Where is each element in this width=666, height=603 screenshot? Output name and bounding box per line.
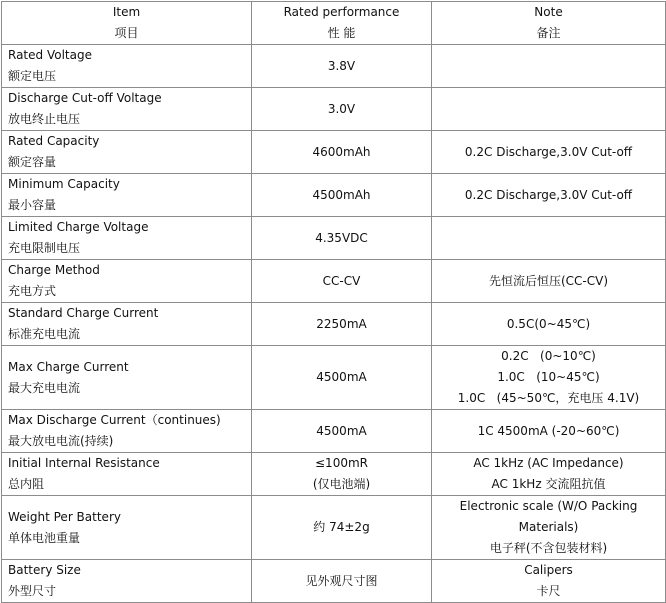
rated-cell [252, 217, 432, 260]
item-name-cn: 额定电压 [8, 69, 57, 83]
item-name-cn: 放电终止电压 [8, 112, 81, 126]
note-text: 电子秤(不含包装材料) [489, 541, 608, 555]
rated-cell [252, 496, 432, 560]
note-cell [432, 560, 666, 603]
item-name-cn: 最大充电电流 [8, 380, 81, 395]
note-text: 卡尺 [536, 584, 561, 598]
note-text: Electronic scale (W/O Packing [459, 499, 638, 513]
item-cell [2, 346, 252, 410]
rated-cell [252, 303, 432, 346]
note-cell [432, 453, 666, 496]
rated-value: 约 74±2g [313, 520, 370, 534]
header-item-cell [2, 2, 252, 45]
note-text: 1.0C (45~50℃，充电压 4.1V) [457, 391, 640, 405]
item-cell [2, 174, 252, 217]
item-cell [2, 560, 252, 603]
table-row [2, 410, 666, 453]
rated-cell [252, 453, 432, 496]
note-cell [432, 131, 666, 174]
rated-value: (仅电池端) [312, 477, 371, 491]
item-cell [2, 260, 252, 303]
item-cell [2, 303, 252, 346]
note-text: 1.0C (10~45℃) [497, 370, 600, 384]
rated-cell [252, 88, 432, 131]
table-row [2, 260, 666, 303]
header-note-cn: 备注 [536, 26, 561, 40]
item-cell [2, 88, 252, 131]
table-row [2, 217, 666, 260]
item-name-cn: 外型尺寸 [8, 584, 57, 598]
rated-value: 4500mA [316, 423, 367, 438]
note-text: 0.2C Discharge,3.0V Cut-off [464, 144, 633, 159]
note-text: 先恒流后恒压(CC-CV) [488, 273, 609, 288]
note-cell [432, 410, 666, 453]
header-note-en: Note [534, 5, 563, 19]
table-row [2, 131, 666, 174]
item-name-en: Weight Per Battery [8, 509, 121, 524]
rated-value: 4600mAh [312, 144, 371, 159]
table-row [2, 174, 666, 217]
rated-value: ≤100mR [315, 456, 368, 470]
note-cell [432, 303, 666, 346]
note-text: 1C 4500mA (-20~60℃) [477, 423, 620, 438]
item-name-en: Standard Charge Current [8, 306, 159, 320]
item-cell [2, 496, 252, 560]
item-name-en: Minimum Capacity [8, 177, 120, 191]
rated-cell [252, 174, 432, 217]
note-cell [432, 346, 666, 410]
header-note-cell [432, 2, 666, 45]
note-cell [432, 260, 666, 303]
header-rated-en: Rated performance [283, 5, 400, 19]
item-name-en: Initial Internal Resistance [8, 456, 160, 470]
table-row [2, 496, 666, 560]
spec-table [1, 1, 666, 603]
note-cell [432, 88, 666, 131]
table-header-row [2, 2, 666, 45]
item-name-cn: 充电方式 [8, 284, 57, 298]
header-item-en: Item [112, 5, 141, 19]
item-name-cn: 额定容量 [8, 155, 57, 169]
rated-value: 2250mA [316, 316, 367, 331]
rated-value: 3.8V [327, 58, 356, 73]
note-text: Calipers [524, 563, 573, 577]
table-row [2, 88, 666, 131]
note-cell [432, 496, 666, 560]
rated-cell [252, 260, 432, 303]
item-name-en: Battery Size [8, 563, 81, 577]
item-name-cn: 单体电池重量 [8, 530, 81, 545]
item-cell [2, 453, 252, 496]
table-row [2, 560, 666, 603]
rated-cell [252, 45, 432, 88]
rated-cell [252, 560, 432, 603]
item-cell [2, 45, 252, 88]
item-name-cn: 充电限制电压 [8, 241, 81, 255]
item-name-cn: 总内阻 [8, 477, 45, 491]
header-rated-cell [252, 2, 432, 45]
note-cell [432, 45, 666, 88]
rated-value: 3.0V [327, 101, 356, 116]
rated-value: 见外观尺寸图 [305, 573, 378, 588]
rated-cell [252, 410, 432, 453]
header-item-cn: 项目 [114, 26, 139, 40]
rated-cell [252, 346, 432, 410]
note-cell [432, 217, 666, 260]
header-rated-cn: 性 能 [327, 26, 356, 40]
item-cell [2, 217, 252, 260]
item-name-en: Discharge Cut-off Voltage [8, 91, 162, 105]
item-name-cn: 最大放电电流(持续) [8, 434, 114, 448]
item-name-en: Max Charge Current [8, 359, 129, 374]
item-name-cn: 最小容量 [8, 198, 57, 212]
table-row [2, 453, 666, 496]
table-row [2, 303, 666, 346]
item-cell [2, 131, 252, 174]
item-cell [2, 410, 252, 453]
item-name-en: Rated Capacity [8, 134, 100, 148]
item-name-en: Max Discharge Current（continues) [8, 413, 221, 427]
item-name-cn: 标准充电电流 [8, 327, 81, 341]
note-cell [432, 174, 666, 217]
item-name-en: Rated Voltage [8, 48, 92, 62]
note-text: Materials) [518, 520, 579, 534]
rated-cell [252, 131, 432, 174]
rated-value: 4.35VDC [315, 230, 368, 245]
table-row [2, 45, 666, 88]
table-row [2, 346, 666, 410]
note-text: AC 1kHz 交流阻抗值 [491, 477, 606, 491]
note-text: AC 1kHz (AC Impedance) [473, 456, 624, 470]
note-text: 0.2C Discharge,3.0V Cut-off [464, 187, 633, 202]
item-name-en: Charge Method [8, 263, 100, 277]
item-name-en: Limited Charge Voltage [8, 220, 149, 234]
note-text: 0.2C (0~10℃) [501, 349, 596, 363]
note-text: 0.5C(0~45℃) [506, 316, 591, 331]
rated-value: 4500mAh [312, 187, 371, 202]
rated-value: 4500mA [316, 370, 367, 384]
rated-value: CC-CV [322, 273, 361, 288]
